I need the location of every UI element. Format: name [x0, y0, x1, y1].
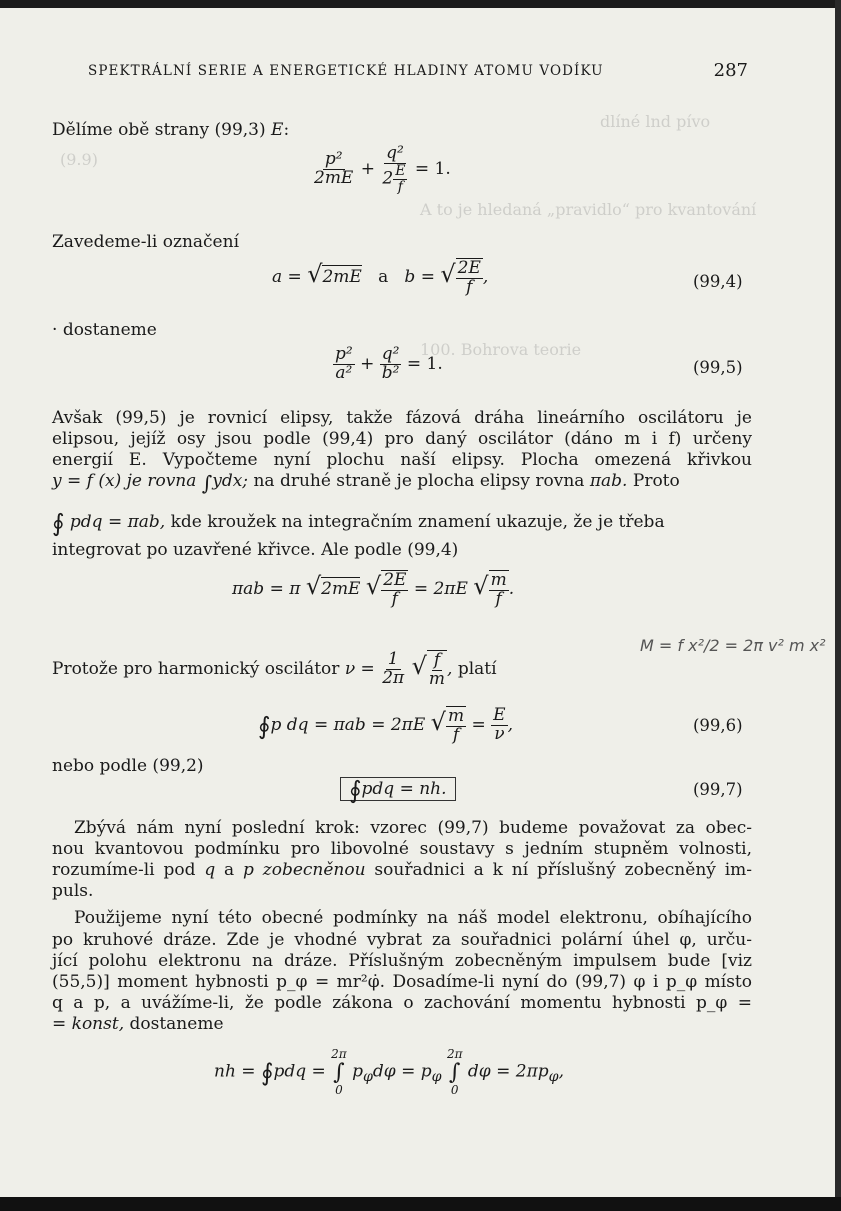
running-header [88, 60, 748, 81]
paragraph: nou kvantovou podmínku pro libovolné soustavy s jedním stupněm volnosti, rozumíme-li pod q a p zobecněnou souřadnici a k ní příslušný zobecněný im- puls. [52, 839, 753, 901]
page-edge-top [0, 0, 841, 8]
bleed-through: A to je hledaná „pravidlo“ pro kvantování [420, 200, 757, 219]
equation-number: (99,7) [693, 780, 743, 799]
paragraph: Zbývá nám nyní poslední krok: vzorec (99,7) budeme považovat za obec- [74, 818, 752, 838]
equation: nh = ∮pdq = 2π ∫ 0 $p_\varphi d\varphi = p_\varphi$ 2π ∫ 0 $d\varphi = 2\pi p_\varphi$, [214, 1047, 564, 1097]
equation-boxed: ∮pdq = nh. [340, 776, 456, 804]
equation: πab = π √2mE √ $\frac{2E}{f}$ = 2πE √ $\frac{m}{f}$ . [232, 570, 515, 609]
bleed-through: dlíné lnd pívo [600, 112, 711, 131]
equation-number: (99,5) [693, 358, 743, 377]
paragraph-line: · dostaneme [52, 320, 157, 340]
header-title: SPEKTRÁLNÍ SERIE A ENERGETICKÉ HLADINY ATOMU VODÍKU [88, 63, 604, 79]
equation: a = √2mE a b = √ $\frac{2E}{f}$ , [272, 258, 489, 297]
paragraph: Avšak (99,5) je rovnicí elipsy, takže fázová dráha lineárního oscilátoru je elipsou, jejíž osy jsou podle (99,4) pro daný oscilátor (dáno m i f) určeny energií E. Vypočteme nyní plochu naší elipsy. Plocha omezená křivkou y = f (x) je rovna ∫ydx; na druhé straně je plocha elipsy rovna πab. Proto [52, 408, 752, 495]
paragraph-line: Dělíme obě strany (99,3) E: [52, 120, 290, 140]
paragraph-line: integrovat po uzavřené křivce. Ale podle (99,4) [52, 540, 459, 560]
equation: ∮p dq = πab = 2πE √ $\frac{m}{f}$ = $\frac{E}{\nu}$ , [258, 705, 513, 745]
paragraph-line: Protože pro harmonický oscilátor ν = $\frac{1}{2\pi}$ √ $\frac{f}{m}$ , platí [52, 649, 497, 689]
paragraph: po kruhové dráze. Zde je vhodné vybrat za souřadnici polární úhel φ, urču- jící polohu elektronu na dráze. Příslušným zobecněným impulsem bude [viz (55,5)] moment hybnosti p_φ = mr²φ̇. Dosadíme-li nyní do (99,7) φ i p_φ místo q a p, a uvážíme-li, že podle zákona o zachování momentu hybnosti p_φ = = konst, dostaneme [52, 930, 752, 1034]
bleed-through: (9.9) [60, 150, 98, 169]
equation-number: (99,4) [693, 272, 743, 291]
bleed-through: 100. Bohrova teorie [420, 340, 582, 359]
page-edge-bottom [0, 1197, 841, 1211]
equation: $\frac{\text{p²}}{2mE}$ + q² 2 $\frac{E}{f}$ = 1. [314, 143, 451, 195]
equation-number: (99,6) [693, 716, 743, 735]
pencil-annotation: M = f x²/2 = 2π v² m x² [640, 636, 826, 655]
page-number: 287 [713, 60, 748, 81]
paragraph-line: ∮ pdq = πab, kde kroužek na integračním znamení ukazuje, že je třeba [52, 509, 665, 537]
paragraph-line: nebo podle (99,2) [52, 756, 204, 776]
paragraph-line: Zavedeme-li označení [52, 232, 239, 252]
page-edge-right [835, 0, 841, 1211]
paragraph: Použijeme nyní této obecné podmínky na náš model elektronu, obíhajícího [74, 908, 752, 928]
equation: $\frac{\text{p²}}{\text{a²}}$ + $\frac{\text{q²}}{\text{b²}}$ = 1. [335, 344, 443, 383]
